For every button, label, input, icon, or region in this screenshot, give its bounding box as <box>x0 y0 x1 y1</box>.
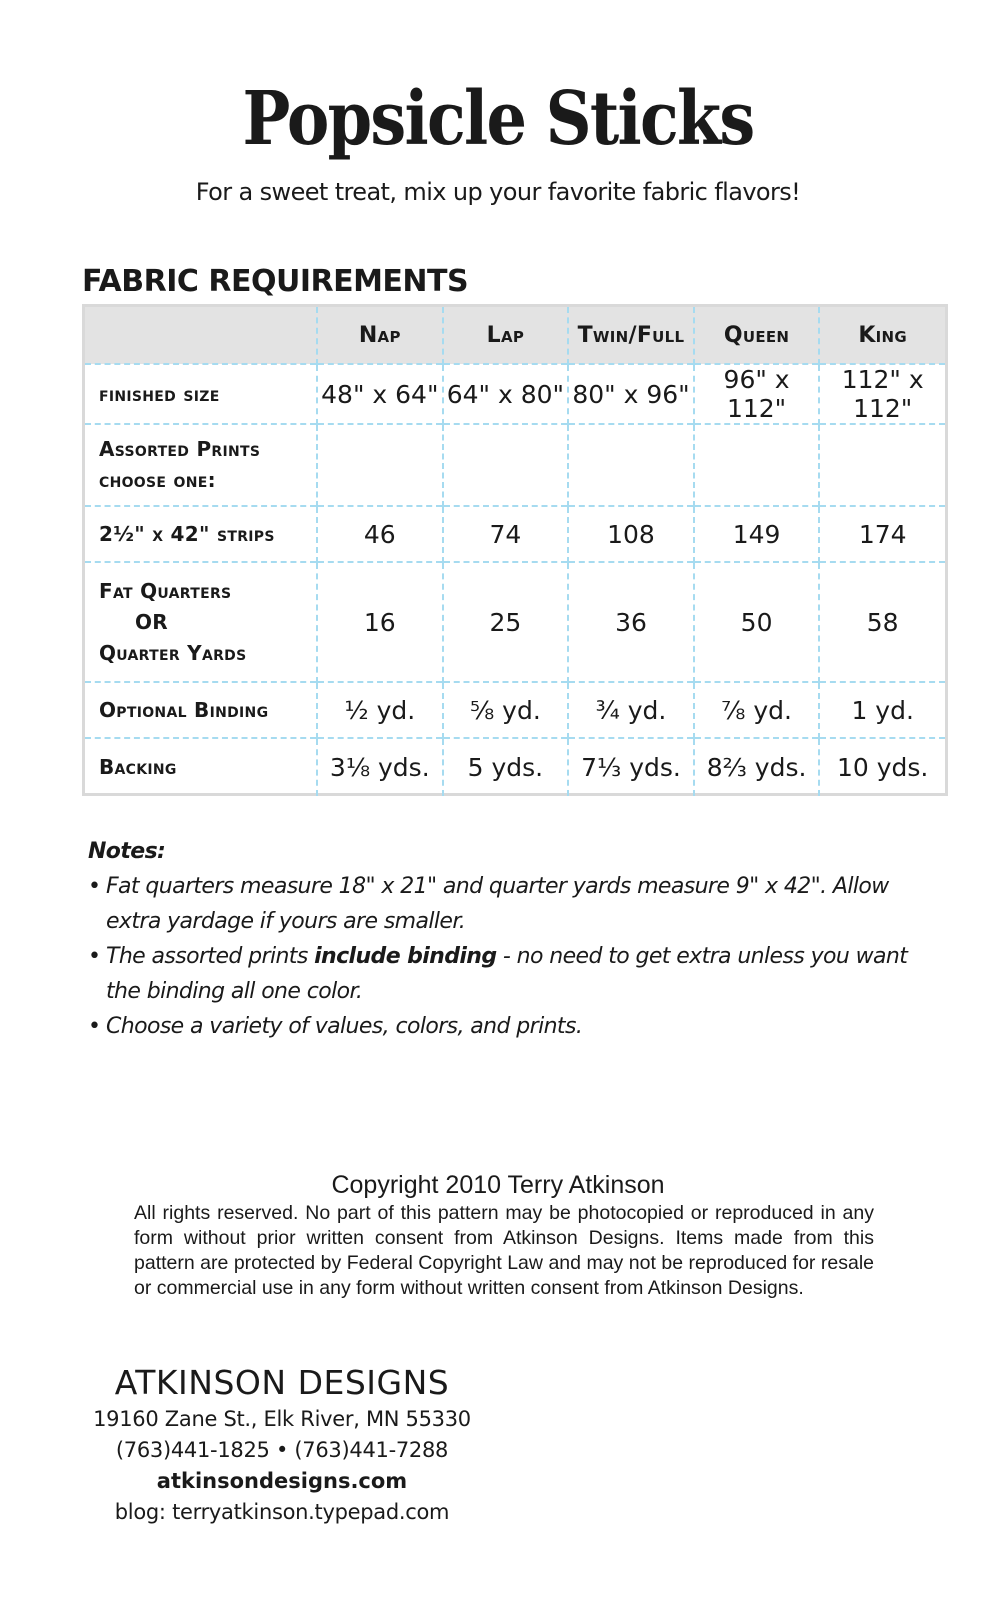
table-cell <box>317 424 443 506</box>
row-label: Backing <box>85 738 317 796</box>
table-cell: 5 yds. <box>443 738 569 796</box>
copyright-body: All rights reserved. No part of this pattern may be photocopied or reproduced in any form without prior written consent from Atkinson Designs. Items made from this pattern are protected by Federal Copyright Law and may not be reproduced for resale or commercial use in any form without written consent from Atkinson Designs. <box>134 1202 874 1299</box>
column-header: Nap <box>317 307 443 364</box>
table-cell: 3⅛ yds. <box>317 738 443 796</box>
table-cell: 10 yds. <box>819 738 945 796</box>
table-cell: 74 <box>443 506 569 562</box>
column-header: King <box>819 307 945 364</box>
row-label: Optional Binding <box>85 682 317 738</box>
row-label: 2½" x 42" strips <box>85 506 317 562</box>
row-label-line: Quarter Yards <box>99 640 247 665</box>
row-label: finished size <box>85 364 317 424</box>
note-text: The assorted prints <box>106 944 315 969</box>
table-row <box>85 364 945 424</box>
column-header: Queen <box>694 307 820 364</box>
table-cell <box>568 424 694 506</box>
table-cell <box>694 424 820 506</box>
table-cell: 36 <box>568 562 694 682</box>
contact-block <box>82 1362 482 1528</box>
row-label <box>85 562 317 682</box>
table-cell: 25 <box>443 562 569 682</box>
table-cell: ¾ yd. <box>568 682 694 738</box>
website-link[interactable]: atkinsondesigns.com <box>156 1469 408 1493</box>
fabric-requirements-table <box>82 304 948 796</box>
table-cell: 1 yd. <box>819 682 945 738</box>
phone-numbers: (763)441-1825 • (763)441-7288 <box>115 1438 449 1462</box>
row-label-line <box>99 607 316 638</box>
table-row <box>85 682 945 738</box>
table-cell: 108 <box>568 506 694 562</box>
subtitle: For a sweet treat, mix up your favorite fabric flavors! <box>195 178 801 206</box>
address: 19160 Zane St., Elk River, MN 55330 <box>93 1407 471 1431</box>
table-cell: ½ yd. <box>317 682 443 738</box>
copyright-title: Copyright 2010 Terry Atkinson <box>331 1171 665 1199</box>
notes-section <box>88 834 928 1044</box>
note-item <box>88 939 928 1009</box>
table-cell <box>819 424 945 506</box>
row-label <box>85 424 317 506</box>
section-heading: FABRIC REQUIREMENTS <box>82 264 469 299</box>
table-row <box>85 424 945 506</box>
row-label-line: choose one: <box>99 468 216 492</box>
note-text: Fat quarters measure 18" x 21" and quarter yards measure 9" x 42". Allow extra yardage if yours are smaller. <box>106 874 889 934</box>
note-emphasis: include binding <box>314 944 497 969</box>
bullet-icon: • <box>88 944 101 969</box>
note-item <box>88 869 928 939</box>
table-cell: ⅝ yd. <box>443 682 569 738</box>
note-text: Choose a variety of values, colors, and prints. <box>106 1014 583 1039</box>
table-header-row <box>85 307 945 364</box>
table-cell: 8⅔ yds. <box>694 738 820 796</box>
table-cell <box>443 424 569 506</box>
bullet-icon: • <box>88 1014 101 1039</box>
table-cell: 96" x 112" <box>694 364 820 424</box>
table-cell: 112" x 112" <box>819 364 945 424</box>
row-label-line: Assorted Prints <box>99 437 261 461</box>
table-cell: 16 <box>317 562 443 682</box>
table-cell: 64" x 80" <box>443 364 569 424</box>
blog-link[interactable]: blog: terryatkinson.typepad.com <box>114 1500 450 1524</box>
header-corner <box>85 307 317 364</box>
table-row <box>85 562 945 682</box>
row-label-line: Fat Quarters <box>99 578 232 603</box>
bullet-icon: • <box>88 874 101 899</box>
table-cell: 149 <box>694 506 820 562</box>
company-name: ATKINSON DESIGNS <box>114 1363 450 1402</box>
table-cell: 7⅓ yds. <box>568 738 694 796</box>
note-item <box>88 1009 928 1044</box>
table-cell: 58 <box>819 562 945 682</box>
table-cell: 80" x 96" <box>568 364 694 424</box>
table-row <box>85 506 945 562</box>
table-cell: 48" x 64" <box>317 364 443 424</box>
row-label-or: OR <box>135 609 169 634</box>
table-cell: 174 <box>819 506 945 562</box>
table-row <box>85 738 945 796</box>
notes-heading: Notes: <box>88 839 166 864</box>
table-cell: 46 <box>317 506 443 562</box>
table-cell: 50 <box>694 562 820 682</box>
column-header: Twin/Full <box>568 307 694 364</box>
column-header: Lap <box>443 307 569 364</box>
note-text: - no need to get extra unless you want the binding all one color. <box>106 944 908 1004</box>
page-title: Popsicle Sticks <box>242 76 754 162</box>
table-cell: ⅞ yd. <box>694 682 820 738</box>
